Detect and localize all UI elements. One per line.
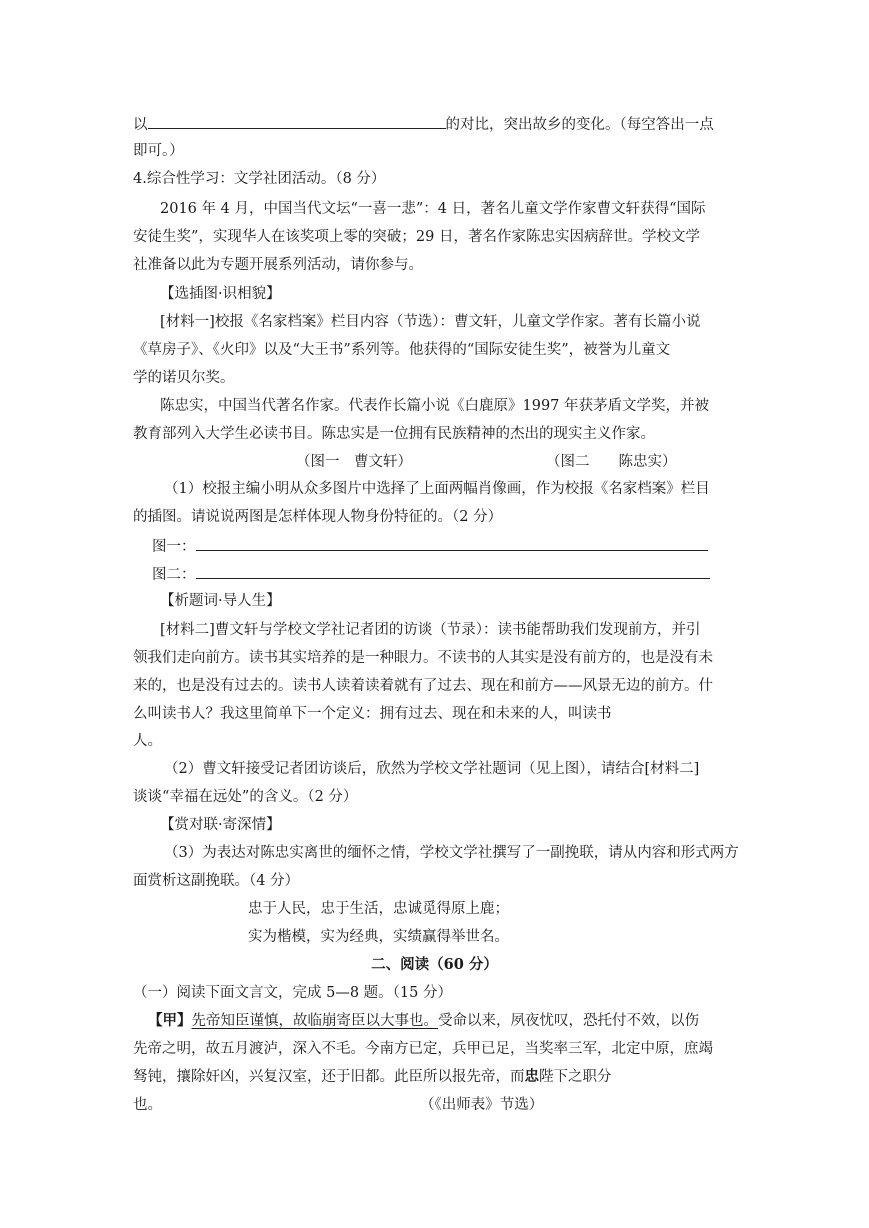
couplet-line-1: 忠于人民，忠于生活，忠诚觅得原上鹿； — [248, 901, 509, 917]
answer-label-2: 图二： — [152, 567, 196, 583]
bold-word-zhong: 忠 — [524, 1068, 539, 1085]
q4-intro-line-1: 2016 年 4 月，中国当代文坛“一喜一悲”：4 日，著名儿童文学作家曹文轩获得“国际 — [160, 201, 706, 217]
passage-jia-line-3-a: 驽钝，攘除奸凶，兴复汉室，还于旧都。此臣所以报先帝，而 — [133, 1069, 525, 1085]
material-1-line-5: 教育部列入大学生必读书目。陈忠实是一位拥有民族精神的杰出的现实主义作家。 — [133, 426, 655, 442]
q3-fill-line — [133, 113, 714, 135]
material-1-line-1: [材料一]校报《名家档案》栏目内容（节选）：曹文轩，儿童文学作家。著有长篇小说 — [160, 314, 701, 330]
material-1-line-4: 陈忠实，中国当代著名作家。代表作长篇小说《白鹿原》1997 年获茅盾文学奖，并被 — [160, 398, 710, 414]
passage-jia-line-4: 也。 — [133, 1097, 162, 1113]
section-heading-couplet: 【赏对联·寄深情】 — [160, 817, 281, 833]
section-heading-illustration: 【选插图·识相貌】 — [160, 286, 281, 302]
passage-jia-tag: 【甲】 — [148, 1012, 192, 1029]
answer-label-1: 图一： — [152, 539, 196, 555]
couplet-line-2: 实为楷模，实为经典，实绩赢得举世名。 — [248, 929, 509, 945]
passage-jia-line-3 — [133, 1067, 612, 1087]
sub-question-1-line-1: （1）校报主编小明从众多图片中选择了上面两幅肖像画，作为校报《名家档案》栏目 — [164, 481, 710, 497]
passage-jia-line-3-b: 陛下之职分 — [539, 1069, 612, 1085]
material-1-line-2: 《草房子》、《火印》以及“大王书”系列等。他获得的“国际安徒生奖”，被誉为儿童文 — [133, 342, 671, 358]
material-2-line-2: 领我们走向前方。读书其实培养的是一种眼力。不读书的人其实是没有前方的，也是没有未 — [133, 650, 713, 666]
sub-question-3-line-1: （3）为表达对陈忠实离世的缅怀之情，学校文学社撰写了一副挽联，请从内容和形式两方 — [164, 845, 739, 861]
sub-question-3-line-2: 面赏析这副挽联。（4 分） — [133, 873, 300, 889]
material-2-line-3: 来的，也是没有过去的。读书人读着读着就有了过去、现在和前方——风景无边的前方。什 — [133, 678, 713, 694]
underlined-sentence: 先帝知臣谨慎，故临崩寄臣以大事也。 — [191, 1013, 438, 1029]
answer-blank[interactable] — [148, 113, 446, 129]
sub-question-2-line-1: （2）曹文轩接受记者团访谈后，欣然为学校文学社题词（见上图），请结合[材料二] — [164, 761, 700, 777]
sub-question-1-line-2: 的插图。请说说两图是怎样体现人物身份特征的。（2 分） — [133, 509, 503, 525]
material-2-line-1: [材料二]曹文轩与学校文学社记者团的访谈（节录）：读书能帮助我们发现前方，并引 — [160, 622, 701, 638]
q4-intro-line-3: 社准备以此为专题开展系列活动，请你参与。 — [133, 257, 423, 273]
q4-intro-line-2: 安徒生奖”，实现华人在该奖项上零的突破；29 日，著名作家陈忠实因病辞世。学校文学 — [133, 229, 700, 245]
reading-part-1-instruction: （一）阅读下面文言文，完成 5—8 题。（15 分） — [133, 985, 452, 1001]
figure-1-caption: （图一 曹文轩） — [296, 454, 412, 470]
answer-line-figure-2 — [152, 563, 710, 585]
section-heading-inscription: 【析题词·导人生】 — [160, 593, 281, 609]
figure-2-caption: （图二 陈忠实） — [546, 454, 677, 470]
passage-jia-line-1-rest: 受命以来，夙夜忧叹，恐托付不效，以伤 — [438, 1013, 699, 1029]
passage-jia-line-1 — [148, 1011, 699, 1031]
answer-blank-2[interactable] — [196, 563, 710, 579]
answer-line-figure-1 — [152, 535, 708, 557]
answer-blank-1[interactable] — [196, 535, 708, 551]
material-2-line-4: 么叫读书人？我这里简单下一个定义：拥有过去、现在和未来的人，叫读书 — [133, 706, 612, 722]
q3-prefix: 以 — [133, 117, 148, 133]
material-1-line-3: 学的诺贝尔奖。 — [133, 370, 235, 386]
q3-continuation: 即可。） — [133, 143, 184, 159]
passage-jia-line-2: 先帝之明，故五月渡泸，深入不毛。今南方已定，兵甲已足，当奖率三军，北定中原，庶竭 — [133, 1041, 713, 1057]
reading-section-heading: 二、阅读（60 分） — [371, 956, 498, 973]
q3-suffix: 的对比，突出故乡的变化。（每空答出一点 — [445, 117, 714, 133]
passage-jia-source: （《出师表》节选） — [420, 1097, 544, 1113]
material-2-line-5: 人。 — [133, 733, 162, 749]
sub-question-2-line-2: 谈谈“幸福在远处”的含义。（2 分） — [133, 789, 358, 805]
q4-title: 4.综合性学习：文学社团活动。（8 分） — [133, 171, 386, 187]
